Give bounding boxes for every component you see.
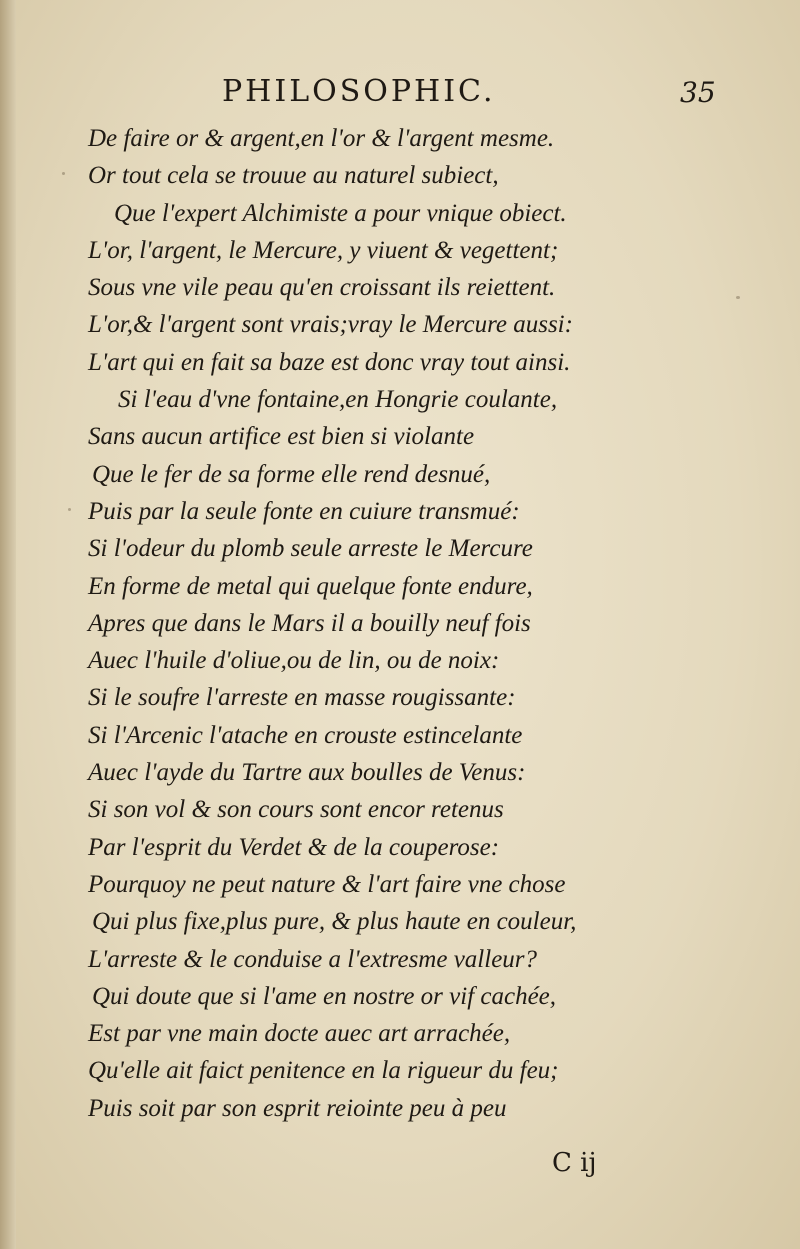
binding-gutter [0,0,16,1249]
paper-speck [68,508,71,511]
verse-line: L'or,& l'argent sont vrais;vray le Mercure aussi: [88,311,573,339]
verse-line: Que le fer de sa forme elle rend desnué, [92,460,491,488]
running-head [0,74,800,118]
paper-speck [736,296,740,299]
verse-line: Si l'odeur du plomb seule arreste le Mercure [88,535,533,563]
verse-line: En forme de metal qui quelque fonte endure, [88,572,533,600]
verse-line: Qui plus fixe,plus pure, & plus haute en couleur, [92,908,577,936]
verse-line: Si l'Arcenic l'atache en crouste estincelante [88,721,523,749]
verse-line: Qui doute que si l'ame en nostre or vif cachée, [92,982,557,1010]
verse-line: Auec l'huile d'oliue,ou de lin, ou de noix: [88,647,500,675]
verse-line: Est par vne main docte auec art arrachée, [88,1020,511,1048]
poem-text [88,120,748,1127]
verse-line: De faire or & argent,en l'or & l'argent mesme. [88,125,555,152]
verse-line: Qu'elle ait faict penitence en la rigueur du feu; [88,1057,559,1085]
verse-line: Par l'esprit du Verdet & de la couperose: [88,833,500,861]
verse-line: Si le soufre l'arreste en masse rougissante: [88,684,516,712]
running-title: PHILOSOPHIC. [222,74,496,109]
verse-line: Sous vne vile peau qu'en croissant ils reiettent. [88,274,556,302]
verse-line: L'arreste & le conduise a l'extresme valleur? [88,945,538,973]
verse-line: Auec l'ayde du Tartre aux boulles de Venus: [88,759,526,787]
verse-line: Que l'expert Alchimiste a pour vnique obiect. [114,199,567,227]
verse-line: Or tout cela se trouue au naturel subiect, [88,162,499,190]
verse-line: L'or, l'argent, le Mercure, y viuent & vegettent; [88,236,559,264]
verse-line: Pourquoy ne peut nature & l'art faire vne chose [88,870,566,898]
page-number: 35 [680,76,716,109]
verse-line: Puis soit par son esprit reiointe peu à peu [88,1094,507,1122]
verse-line: Si son vol & son cours sont encor retenus [88,796,504,824]
verse-line: Puis par la seule fonte en cuiure transmué: [88,497,520,525]
printer-signature: C ij [552,1148,597,1178]
verse-line: L'art qui en fait sa baze est donc vray tout ainsi. [88,348,571,376]
verse-line: Si l'eau d'vne fontaine,en Hongrie coulante, [118,386,558,414]
paper-speck [62,172,65,175]
verse-line: Apres que dans le Mars il a bouilly neuf fois [88,609,531,637]
verse-line: Sans aucun artifice est bien si violante [88,423,475,451]
